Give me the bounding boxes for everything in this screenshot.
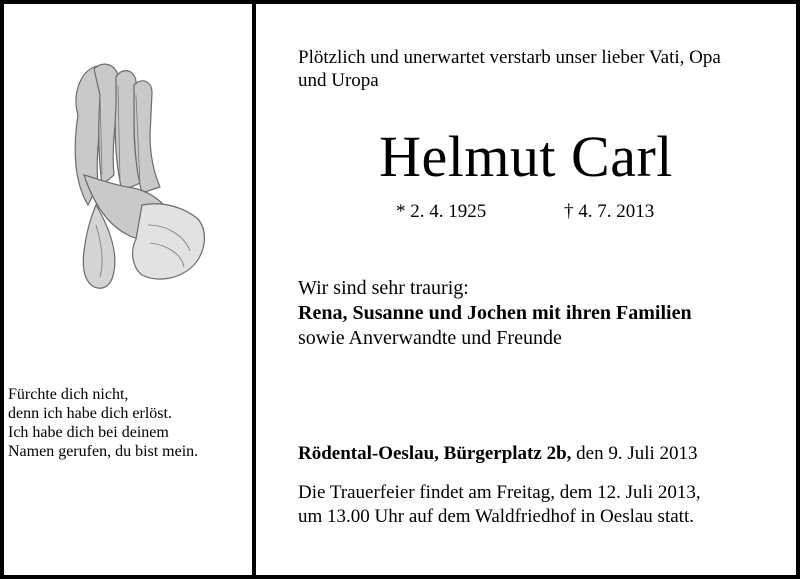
intro-line: Plötzlich und unerwartet verstarb unser lieber Vati, Opa xyxy=(298,47,721,68)
deceased-name: Helmut Carl xyxy=(379,124,673,189)
funeral-line: um 13.00 Uhr auf dem Waldfriedhof in Oeslau statt. xyxy=(298,506,694,527)
notice-date: den 9. Juli 2013 xyxy=(571,443,698,464)
verse-line: Namen gerufen, du bist mein. xyxy=(8,443,199,460)
left-column xyxy=(0,0,252,579)
praying-hands-icon xyxy=(38,55,214,295)
mourners-intro: Wir sind sehr traurig: xyxy=(298,277,469,299)
mourners-relatives: sowie Anverwandte und Freunde xyxy=(298,327,562,349)
intro-text xyxy=(298,46,758,92)
mourners-family: Rena, Susanne und Jochen mit ihren Familien xyxy=(298,302,692,324)
funeral-info xyxy=(298,481,778,529)
verse-line: Fürchte dich nicht, xyxy=(8,386,129,403)
death-date: † 4. 7. 2013 xyxy=(564,201,655,222)
mourners xyxy=(298,276,778,351)
intro-line: und Uropa xyxy=(298,70,379,91)
funeral-line: Die Trauerfeier findet am Freitag, dem 12. Juli 2013, xyxy=(298,482,701,503)
birth-date: * 2. 4. 1925 xyxy=(396,201,487,222)
bible-verse xyxy=(8,385,248,461)
verse-line: Ich habe dich bei deinem xyxy=(8,424,169,441)
right-column xyxy=(256,0,796,579)
verse-line: denn ich habe dich erlöst. xyxy=(8,405,172,422)
address: Rödental-Oeslau, Bürgerplatz 2b, xyxy=(298,443,572,464)
place-and-date xyxy=(298,442,778,465)
